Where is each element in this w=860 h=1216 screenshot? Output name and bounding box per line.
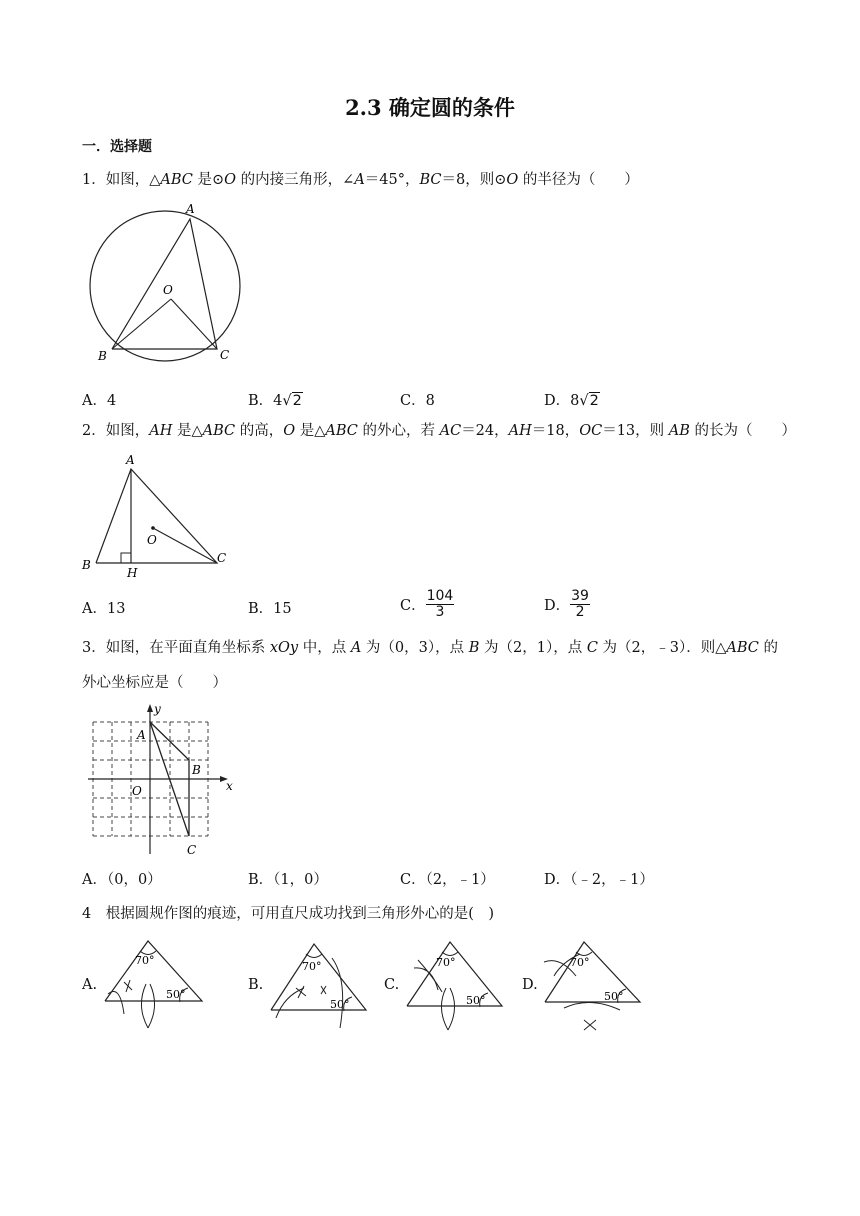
q3-option-c[interactable]: C．（2，﹣1）: [400, 872, 495, 888]
question-3-line-1: 3．如图，在平面直角坐标系 xOy 中，点 A 为（0，3），点 B 为（2，1），点 C 为（2，﹣3）．则△ABC 的: [82, 640, 778, 656]
q1-option-c[interactable]: C．8: [400, 393, 435, 409]
q2-option-b[interactable]: B．15: [248, 601, 292, 617]
svg-text:70°: 70°: [570, 956, 590, 969]
q4-option-b-figure: [266, 936, 376, 1032]
q2-option-a[interactable]: A．13: [82, 601, 126, 617]
question-3-line-2: 外心坐标应是（ ）: [82, 675, 227, 691]
q1-option-a[interactable]: A．4: [82, 393, 117, 409]
q4-option-d-figure: [540, 936, 650, 1032]
label-c: C: [220, 348, 230, 362]
q4-option-b-label[interactable]: B.: [248, 977, 264, 993]
q2-option-c[interactable]: C． $\frac{104}{3}$: [400, 588, 454, 620]
q4-option-c-figure: [402, 936, 512, 1032]
question-3-figure: [88, 702, 238, 862]
label-c: C: [187, 843, 197, 857]
section-heading: 一．选择题: [82, 139, 152, 155]
label-y: y: [154, 702, 161, 716]
label-x: x: [226, 779, 233, 793]
segment-ob: [112, 299, 171, 349]
q3-option-a[interactable]: A．（0，0）: [82, 872, 162, 888]
y-axis-arrow: [147, 704, 153, 712]
label-b: B: [192, 763, 201, 777]
label-a: A: [186, 202, 195, 216]
question-1-figure: [78, 198, 258, 368]
label-a: A: [126, 453, 135, 467]
q4-option-a-figure: [100, 936, 210, 1032]
question-2-figure: [78, 452, 248, 582]
label-a: A: [137, 728, 146, 742]
label-h: H: [127, 566, 138, 580]
triangle-abc: [96, 469, 217, 563]
q4-option-a-label[interactable]: A.: [82, 977, 98, 993]
q4-option-c-label[interactable]: C.: [384, 977, 400, 993]
question-1-text: 1．如图，△ABC 是⊙O 的内接三角形，∠A＝45°，BC＝8，则⊙O 的半径为（ ）: [82, 172, 639, 188]
q1-option-d[interactable]: D．8√2: [544, 393, 599, 409]
svg-text:50°: 50°: [604, 990, 624, 1003]
label-c: C: [217, 551, 227, 565]
label-o: O: [132, 784, 142, 798]
segment-oc: [171, 299, 217, 349]
segment-oc: [153, 528, 217, 563]
right-angle-mark: [121, 553, 131, 563]
page-title: 2.3 确定圆的条件: [345, 95, 515, 120]
svg-text:50°: 50°: [330, 998, 350, 1011]
q1-option-b[interactable]: B．4√2: [248, 393, 302, 409]
svg-text:70°: 70°: [302, 960, 322, 973]
q4-option-d-label[interactable]: D.: [522, 977, 538, 993]
question-2-text: 2．如图，AH 是△ABC 的高，O 是△ABC 的外心，若 AC＝24，AH＝18，OC＝13，则 AB 的长为（ ）: [82, 423, 797, 439]
question-4-text: 4 根据圆规作图的痕迹，可用直尺成功找到三角形外心的是( ): [82, 906, 495, 922]
svg-text:50°: 50°: [166, 988, 186, 1001]
svg-text:70°: 70°: [436, 956, 456, 969]
label-b: B: [82, 558, 91, 572]
q3-option-b[interactable]: B．（1，0）: [248, 872, 328, 888]
q2-option-d[interactable]: D． $\frac{39}{2}$: [544, 588, 589, 620]
label-b: B: [98, 349, 107, 363]
label-o: O: [147, 533, 157, 547]
svg-text:70°: 70°: [135, 954, 155, 967]
svg-text:50°: 50°: [466, 994, 486, 1007]
label-o: O: [163, 283, 173, 297]
q3-option-d[interactable]: D．（﹣2，﹣1）: [544, 872, 654, 888]
